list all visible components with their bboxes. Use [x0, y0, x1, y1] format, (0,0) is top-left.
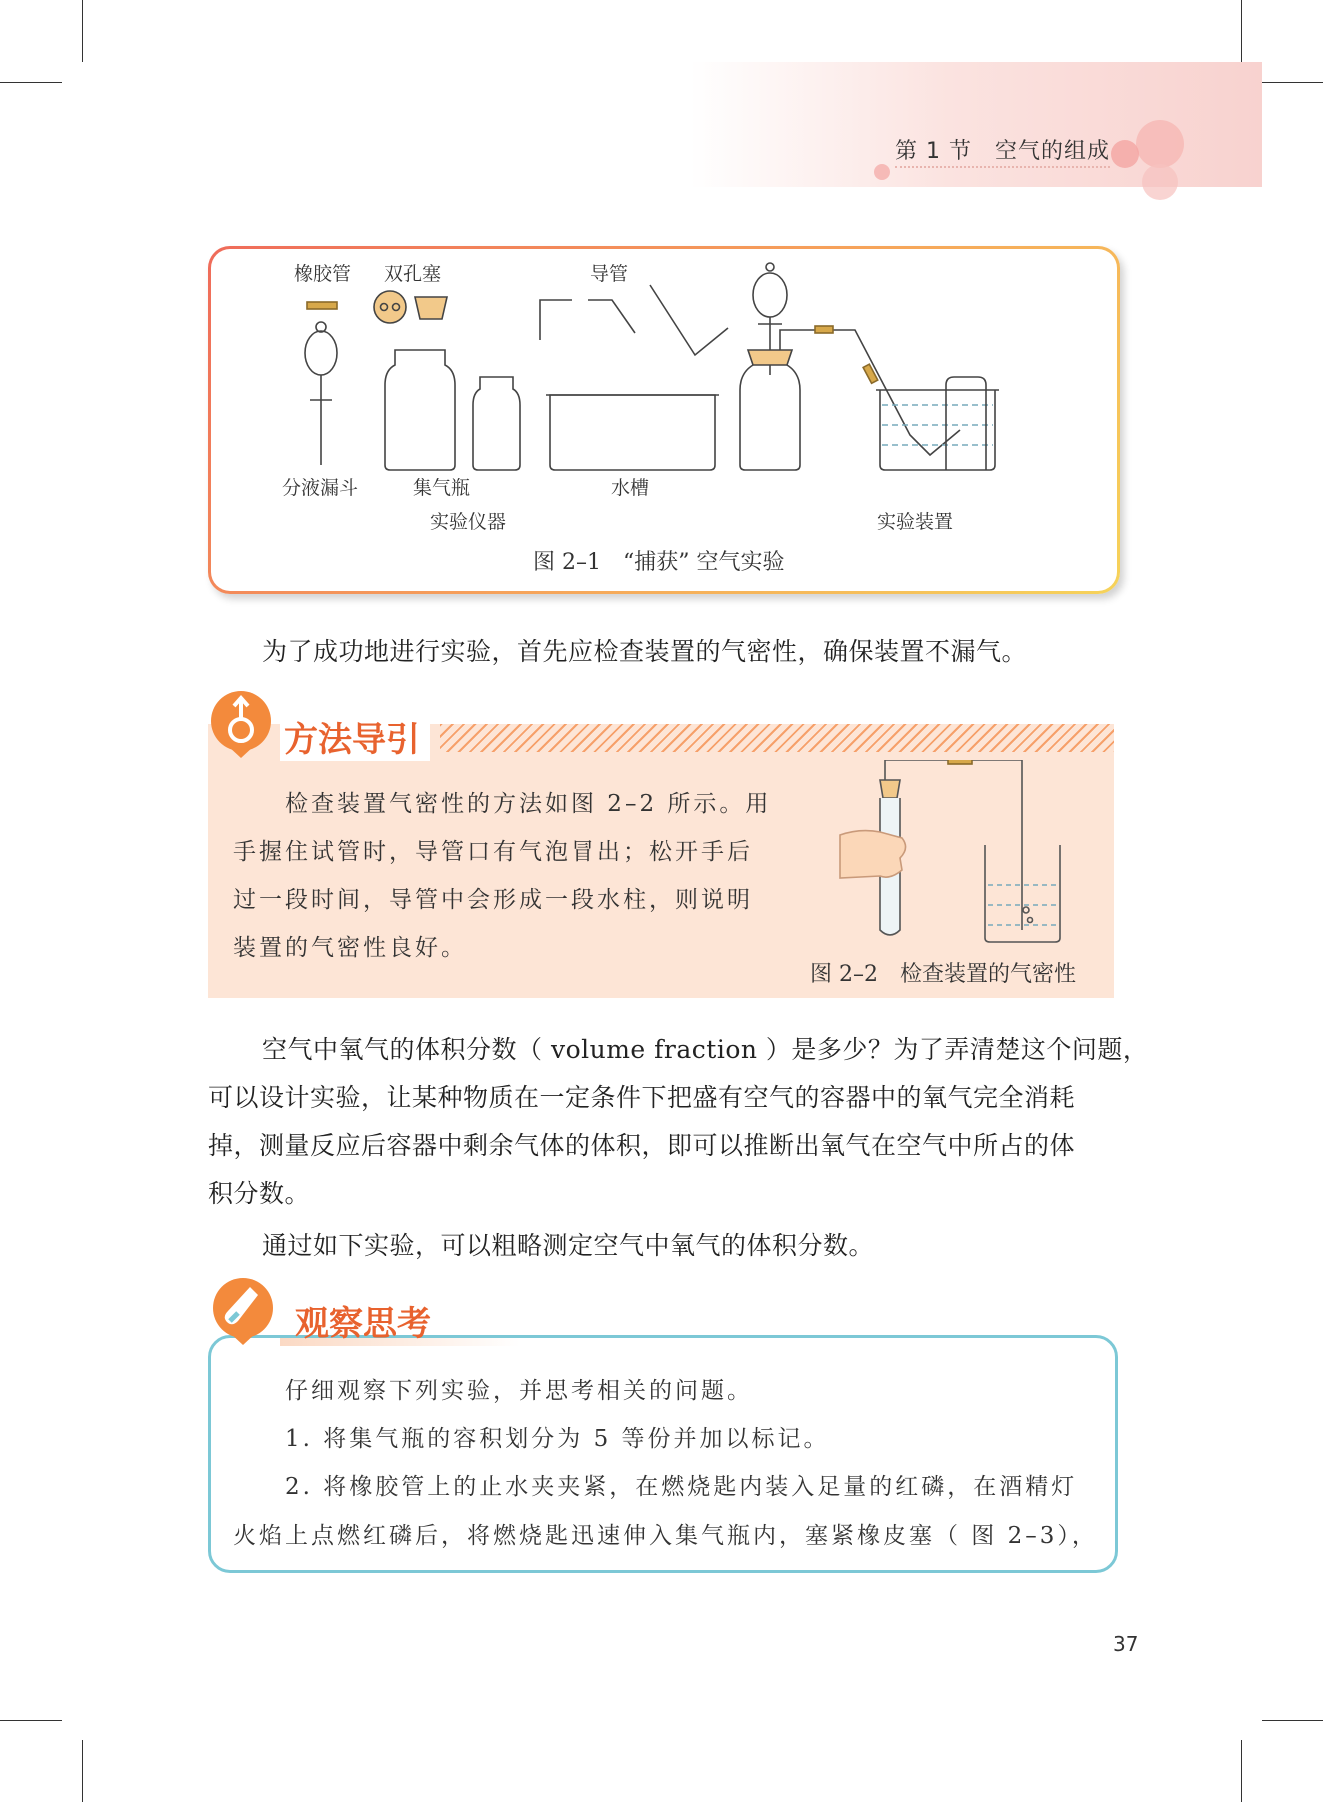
airtightness-check-illustration	[830, 760, 1070, 950]
crop-mark	[1241, 1740, 1242, 1802]
label-instruments: 实验仪器	[430, 511, 507, 533]
crop-mark	[82, 1740, 83, 1802]
label-water-trough: 水槽	[611, 477, 650, 499]
crop-mark	[0, 82, 62, 83]
section-title-underline	[895, 166, 1110, 168]
figure-2-1-caption: 图 2–1 “捕获” 空气实验	[533, 550, 785, 575]
label-conduit: 导管	[590, 263, 629, 285]
crop-mark	[1262, 82, 1323, 83]
observe-line: 仔细观察下列实验，并思考相关的问题。	[285, 1378, 753, 1404]
paragraph-measure: 通过如下实验，可以粗略测定空气中氧气的体积分数。	[262, 1231, 875, 1260]
label-gas-bottle: 集气瓶	[413, 477, 471, 499]
method-line: 装置的气密性良好。	[233, 935, 467, 961]
observe-line: 1. 将集气瓶的容积划分为 5 等份并加以标记。	[285, 1426, 830, 1452]
test-tube-icon	[210, 1275, 276, 1347]
section-title: 第 1 节 空气的组成	[895, 139, 1110, 164]
method-guide-icon	[208, 688, 274, 760]
lab-equipment-illustration	[270, 255, 1070, 485]
paragraph-volume-fraction: 空气中氧气的体积分数（ volume fraction ）是多少？为了弄清楚这个问题，	[262, 1035, 1149, 1064]
crop-mark	[0, 1720, 62, 1721]
page-number: 37	[1113, 1632, 1139, 1656]
label-two-hole-stopper: 双孔塞	[384, 263, 442, 285]
paragraph-volume-fraction: 积分数。	[208, 1179, 311, 1208]
paragraph-airtightness: 为了成功地进行实验，首先应检查装置的气密性，确保装置不漏气。	[262, 637, 1028, 666]
observe-line: 火焰上点燃红磷后，将燃烧匙迅速伸入集气瓶内，塞紧橡皮塞（ 图 2–3），	[233, 1523, 1098, 1549]
method-header-stripes	[440, 724, 1114, 752]
observe-line: 2. 将橡胶管上的止水夹夹紧，在燃烧匙内装入足量的红磷，在酒精灯	[285, 1474, 1078, 1500]
paragraph-volume-fraction: 可以设计实验，让某种物质在一定条件下把盛有空气的容器中的氧气完全消耗	[208, 1083, 1076, 1112]
method-line: 过一段时间，导管中会形成一段水柱，则说明	[233, 887, 753, 913]
label-rubber-tube: 橡胶管	[294, 263, 352, 285]
label-separatory-funnel: 分液漏斗	[282, 477, 359, 499]
observe-think-title: 观察思考	[295, 1304, 431, 1344]
paragraph-volume-fraction: 掉，测量反应后容器中剩余气体的体积，即可以推断出氧气在空气中所占的体	[208, 1131, 1076, 1160]
figure-2-2-caption: 图 2–2 检查装置的气密性	[810, 962, 1076, 987]
crop-mark	[1262, 1720, 1323, 1721]
crop-mark	[82, 0, 83, 62]
method-guide-title: 方法导引	[280, 712, 430, 761]
crop-mark	[1241, 0, 1242, 62]
method-line: 手握住试管时，导管口有气泡冒出；松开手后	[233, 839, 753, 865]
label-apparatus: 实验装置	[877, 511, 954, 533]
method-line: 检查装置气密性的方法如图 2–2 所示。用	[285, 791, 772, 817]
